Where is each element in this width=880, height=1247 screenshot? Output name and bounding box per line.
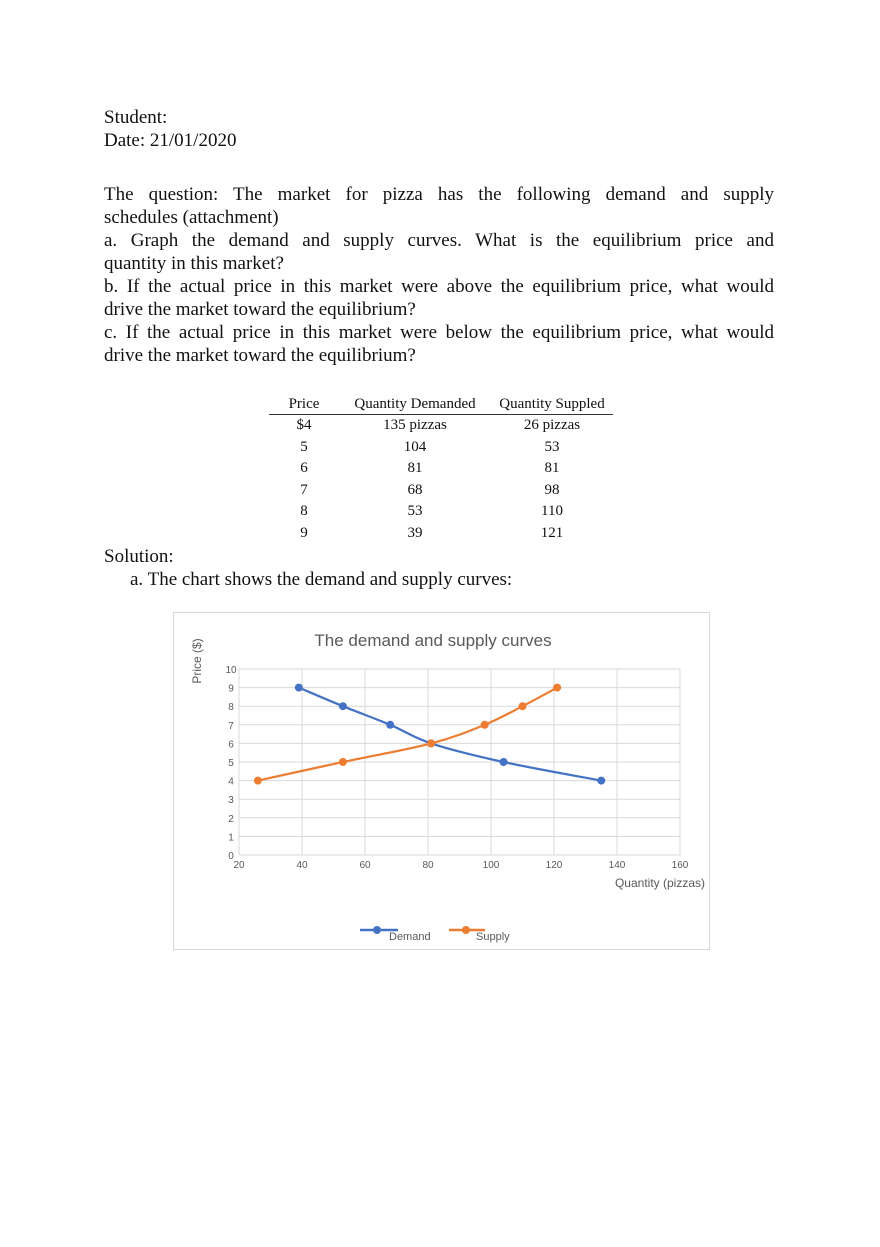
- table-cell: 9: [300, 524, 308, 541]
- legend-demand-marker: [373, 926, 381, 934]
- question-c-line1: c. If the actual price in this market were below the equilibrium price, what would: [104, 322, 774, 343]
- demand-supply-chart: [174, 613, 709, 949]
- table-cell: 121: [540, 524, 564, 541]
- y-tick-label: 5: [228, 758, 234, 769]
- supply-point: [519, 702, 527, 710]
- legend-supply-marker: [462, 926, 470, 934]
- table-row: [269, 458, 613, 480]
- x-tick-label: 80: [422, 860, 434, 871]
- y-tick-label: 9: [228, 683, 234, 695]
- solution-a-text: a. The chart shows the demand and supply curves:: [130, 569, 513, 590]
- table-cell: 135 pizzas: [383, 417, 447, 434]
- x-tick-label: 120: [545, 860, 563, 871]
- x-tick-label: 140: [608, 860, 626, 871]
- question-b-line1: b. If the actual price in this market were above the equilibrium price, what would: [104, 276, 774, 297]
- x-tick-label: 160: [671, 860, 689, 871]
- col-header-qs: Quantity Suppled: [491, 394, 613, 415]
- chart-title: The demand and supply curves: [314, 631, 552, 650]
- x-tick-label: 60: [359, 860, 371, 871]
- legend: [360, 926, 510, 943]
- table-cell: 26 pizzas: [523, 417, 581, 434]
- demand-point: [295, 684, 303, 692]
- date-label: Date: 21/01/2020: [104, 130, 237, 151]
- axis-ticks: [225, 665, 688, 871]
- question-intro-line1: The question: The market for pizza has the following demand and supply: [104, 184, 774, 205]
- demand-point: [339, 702, 347, 710]
- table-cell: 68: [407, 481, 423, 498]
- table-cell: 98: [544, 481, 560, 498]
- table-cell: 81: [544, 460, 560, 477]
- question-c-line2: drive the market toward the equilibrium?: [104, 345, 416, 366]
- question-a-line1: a. Graph the demand and supply curves. What is the equilibrium price and: [104, 230, 774, 251]
- table-row: [269, 480, 613, 502]
- y-tick-label: 1: [228, 832, 234, 844]
- legend-demand-label: Demand: [389, 931, 431, 943]
- supply-point: [339, 758, 347, 766]
- table-cell: 5: [300, 438, 308, 455]
- table-cell: 6: [300, 460, 308, 477]
- y-tick-label: 4: [228, 776, 234, 788]
- table-cell: 104: [403, 438, 427, 455]
- y-tick-label: 8: [228, 702, 234, 714]
- y-axis-label: Price ($): [190, 638, 204, 684]
- demand-point: [597, 777, 605, 785]
- y-tick-label: 3: [228, 795, 234, 807]
- supply-point: [254, 777, 262, 785]
- table-row: [269, 523, 613, 545]
- supply-point: [427, 739, 435, 747]
- table-cell: 39: [407, 524, 423, 541]
- y-tick-label: 7: [228, 720, 234, 732]
- table-cell: 53: [407, 503, 423, 520]
- table-cell: 110: [541, 503, 563, 520]
- student-label: Student:: [104, 107, 168, 128]
- y-tick-label: 10: [225, 665, 237, 676]
- table-cell: 7: [300, 481, 308, 498]
- legend-supply-label: Supply: [476, 931, 510, 943]
- table-cell: 81: [407, 460, 423, 477]
- x-tick-label: 40: [296, 860, 308, 871]
- chart-container: [173, 612, 710, 950]
- schedule-header-row: [269, 394, 613, 415]
- y-tick-label: 6: [228, 739, 234, 751]
- schedule-table: [269, 394, 613, 544]
- demand-curve: [299, 688, 601, 781]
- table-cell: 53: [544, 438, 560, 455]
- series-group: [254, 684, 605, 785]
- x-axis-label: Quantity (pizzas): [614, 876, 705, 890]
- x-tick-label: 100: [482, 860, 500, 871]
- question-a-line2: quantity in this market?: [104, 253, 284, 274]
- gridlines: [239, 669, 680, 855]
- supply-point: [481, 721, 489, 729]
- table-cell: $4: [296, 417, 312, 434]
- demand-point: [500, 758, 508, 766]
- y-tick-label: 2: [228, 813, 234, 825]
- question-intro-line2: schedules (attachment): [104, 207, 279, 228]
- table-row: [269, 415, 613, 437]
- y-tick-label: 0: [228, 851, 234, 862]
- question-b-line2: drive the market toward the equilibrium?: [104, 299, 416, 320]
- col-header-price: Price: [269, 394, 339, 415]
- table-row: [269, 501, 613, 523]
- x-tick-label: 20: [233, 860, 245, 871]
- supply-point: [553, 684, 561, 692]
- demand-point: [386, 721, 394, 729]
- table-row: [269, 437, 613, 459]
- solution-heading: Solution:: [104, 546, 174, 567]
- table-cell: 8: [300, 503, 308, 520]
- col-header-qd: Quantity Demanded: [339, 394, 491, 415]
